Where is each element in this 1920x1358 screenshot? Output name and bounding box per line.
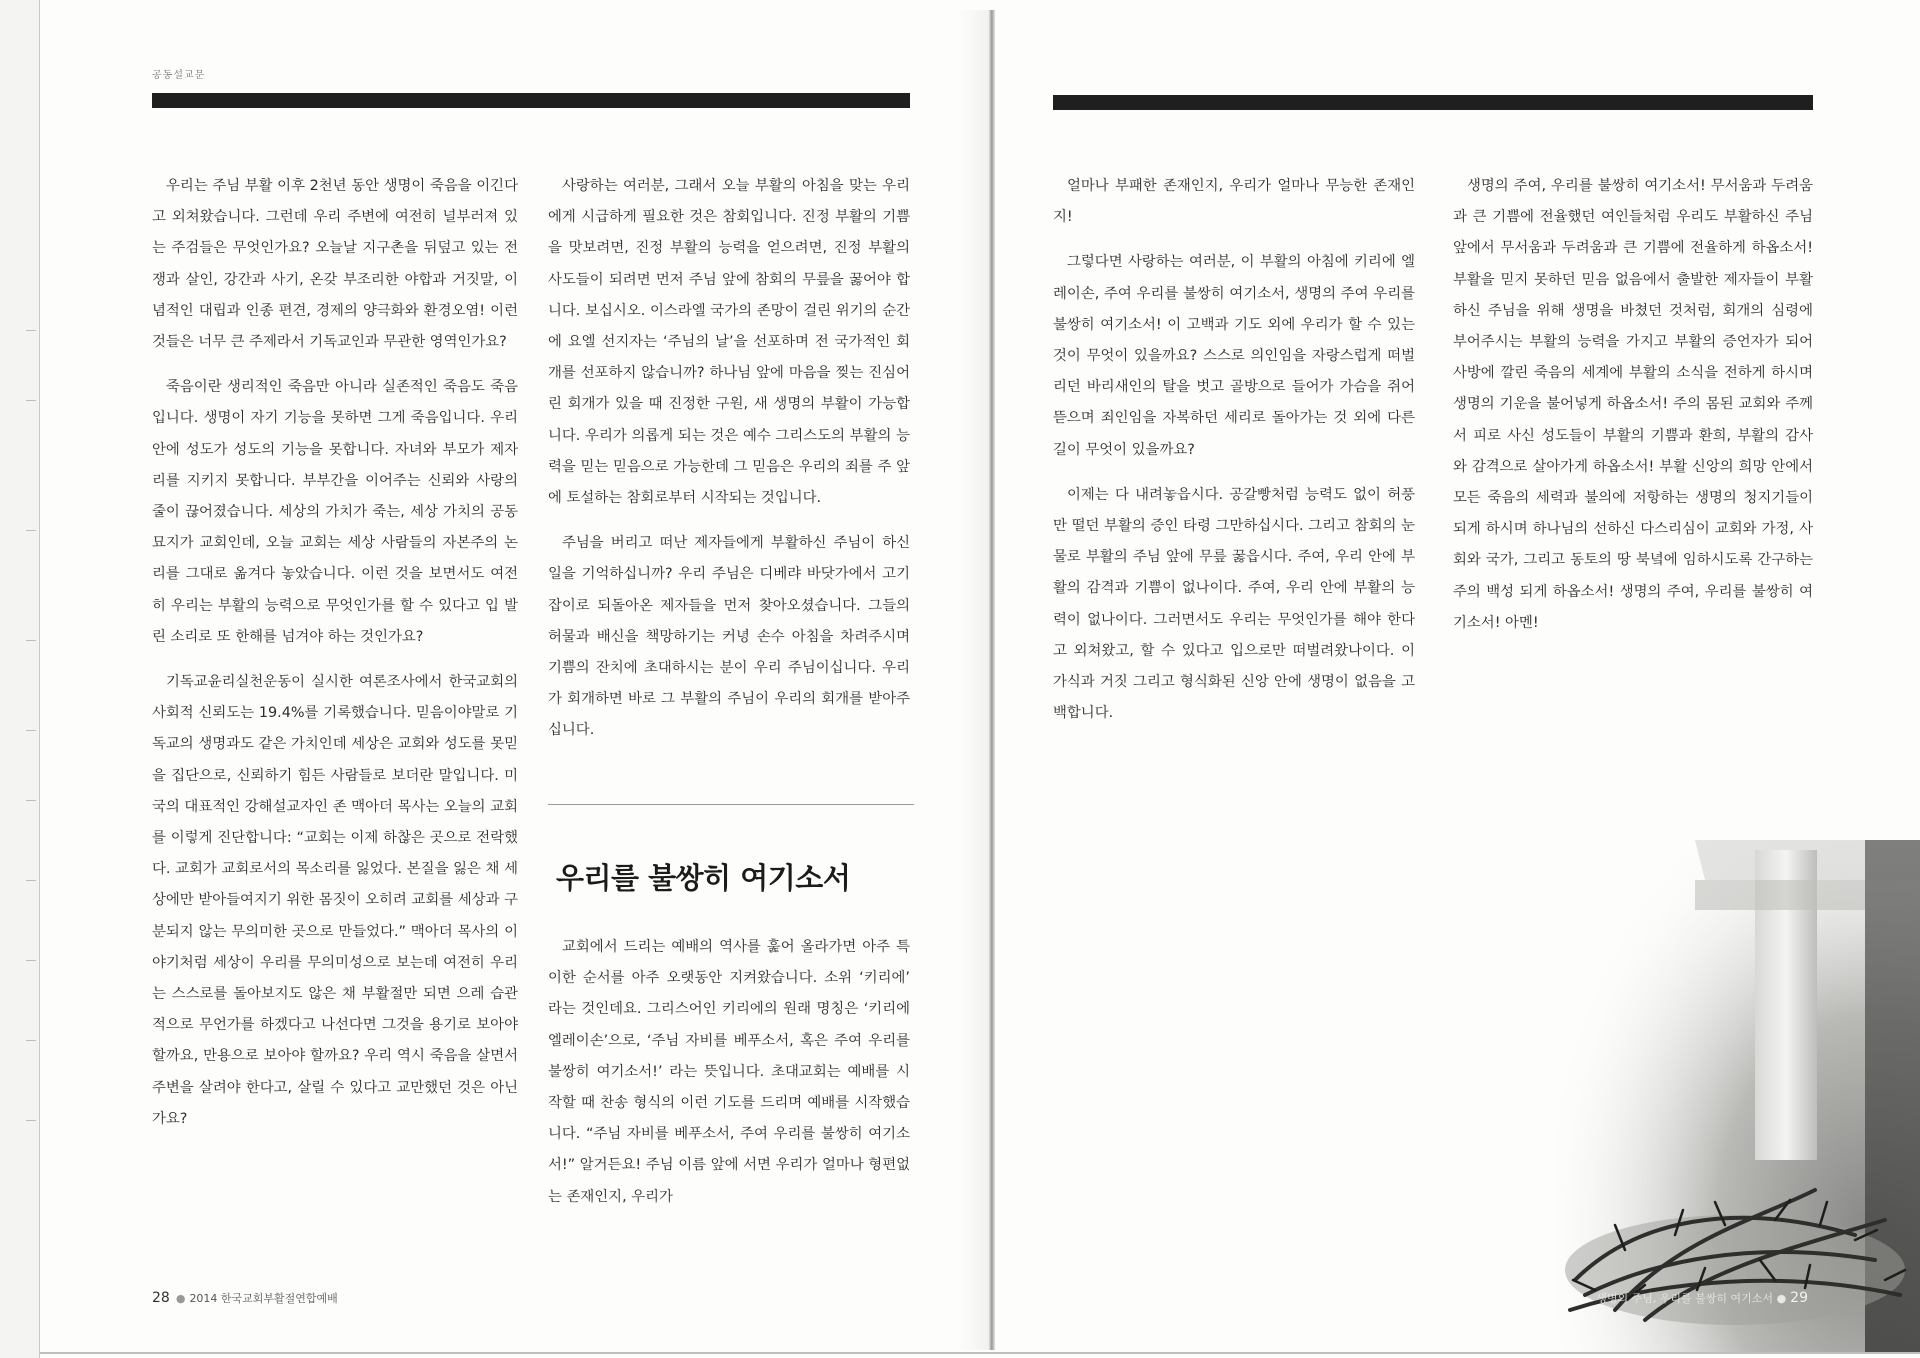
section-divider [548,804,914,805]
page-footer-right [1596,1290,1808,1306]
text-column-1 [152,171,518,1149]
edge-mark [26,730,36,731]
cross-and-thorns-image [1555,840,1920,1352]
edge-mark [26,800,36,801]
running-head: 공동설교문 [152,70,206,81]
crown-of-thorns-photo [1555,840,1920,1352]
edge-mark [26,400,36,401]
paragraph: 교회에서 드리는 예배의 역사를 훑어 올라가면 아주 특이한 순서를 아주 오랫동안 지켜왔습니다. 소위 ‘키리에’ 라는 것인데요. 그리스어인 키리에의 원래 명칭은 ‘키리에 엘레이손’으로, ‘주님 자비를 베푸소서, 혹은 주여 우리를 불쌍히 여기소서!’ 라는 뜻입니다. 초대교회는 예배를 시작할 때 찬송 형식의 이런 기도를 드리며 예배를 시작했습니다. “주님 자비를 베푸소서, 주여 우리를 불쌍히 여기소서!” 알거든요! 주님 이름 앞에 서면 우리가 얼마나 형편없는 존재인지, 우리가 [548,939,910,1205]
bullet-icon: ● [175,1292,186,1305]
page-number: 29 [1790,1290,1808,1306]
paragraph: 기독교윤리실천운동이 실시한 여론조사에서 한국교회의 사회적 신뢰도는 19.4%를 기록했습니다. 믿음이야말로 기독교의 생명과도 같은 가치인데 세상은 교회와 성도를 못믿을 집단으로, 신뢰하기 힘든 사람들로 보더란 말입니다. 미국의 대표적인 강해설교자인 존 맥아더 목사는 오늘의 교회를 이렇게 진단합니다: “교회는 이제 하찮은 곳으로 전락했다. 교회가 교회로서의 목소리를 잃었다. 본질을 잃은 채 세상에만 받아들여지기 위한 몸짓이 오히려 교회를 세상과 구분되지 않는 무의미한 곳으로 만들었다.” 맥아더 목사의 이야기처럼 세상이 우리를 무의미성으로 보는데 여전히 우리는 스스로를 돌아보지도 않은 채 부활절만 되면 으레 습관적으로 무언가를 하겠다고 나선다면 그것을 용기로 보아야 할까요, 만용으로 보아야 할까요? 우리 역시 죽음을 살면서 주변을 살려야 한다고, 살릴 수 있다고 교만했던 것은 아닌가요? [152,674,518,1127]
article-title-footer: 생명의 주님, 우리를 불쌍히 여기소서 [1596,1292,1774,1305]
edge-mark [26,330,36,331]
page-edge [0,0,40,1358]
text-column-2-continued [548,932,910,1227]
edge-mark [26,640,36,641]
bottom-edge [40,1352,1920,1354]
book-spine [989,10,995,1350]
section-heading: 우리를 불쌍히 여기소서 [556,861,851,895]
paragraph: 주님을 버리고 떠난 제자들에게 부활하신 주님이 하신 일을 기억하십니까? 우리 주님은 디베랴 바닷가에서 고기잡이로 되돌아온 제자들을 먼저 찾아오셨습니다. 그들의 허물과 배신을 책망하기는 커녕 손수 아침을 차려주시며 기쁨의 잔치에 초대하시는 분이 우리 주님이십니다. 우리가 회개하면 바로 그 부활의 주님이 우리의 회개를 받아주십니다. [548,535,910,739]
paragraph: 이제는 다 내려놓읍시다. 공갈빵처럼 능력도 없이 허풍만 떨던 부활의 증인 타령 그만하십시다. 그리고 참회의 눈물로 부활의 주님 앞에 무릎 꿇읍시다. 주여, 우리 안에 부활의 감격과 기쁨이 없나이다. 주여, 우리 안에 부활의 능력이 없나이다. 그러면서도 우리는 무엇인가를 해야 한다고 외쳐왔고, 할 수 있다고 입으로만 떠벌려왔나이다. 이 가식과 거짓 그리고 형식화된 신앙 안에 생명이 없음을 고백합니다. [1053,486,1415,722]
text-column-2 [548,171,910,761]
text-column-3 [1053,171,1415,743]
header-bar-left [152,93,910,108]
page-number: 28 [152,1290,170,1306]
edge-mark [26,880,36,881]
edge-mark [26,1120,36,1121]
publication-title: 2014 한국교회부활절연합예배 [189,1292,338,1305]
text-column-4 [1453,171,1813,653]
page-footer-left [152,1290,338,1306]
paragraph: 사랑하는 여러분, 그래서 오늘 부활의 아침을 맞는 우리에게 시급하게 필요한 것은 참회입니다. 진정 부활의 기쁨을 맛보려면, 진정 부활의 능력을 얻으려면, 진정 부활의 사도들이 되려면 먼저 주님 앞에 참회의 무릎을 꿇어야 합니다. 보십시오. 이스라엘 국가의 존망이 걸린 위기의 순간에 요엘 선지자는 ‘주님의 날’을 선포하며 전 국가적인 회개를 선포하지 않습니까? 하나님 앞에 마음을 찢는 진심어린 회개가 있을 때 진정한 구원, 새 생명의 부활이 가능합니다. 우리가 의롭게 되는 것은 예수 그리스도의 부활의 능력을 믿는 믿음으로 가능한데 그 믿음은 우리의 죄를 주 앞에 토설하는 참회로부터 시작되는 것입니다. [548,178,910,507]
paragraph: 생명의 주여, 우리를 불쌍히 여기소서! 무서움과 두려움과 큰 기쁨에 전율했던 여인들처럼 우리도 부활하신 주님 앞에서 무서움과 두려움과 큰 기쁨에 전율하게 하옵소서! 부활을 믿지 못하던 믿음 없음에서 출발한 제자들이 부활하신 주님을 위해 생명을 바쳤던 것처럼, 회개의 심령에 부어주시는 부활의 능력을 가지고 부활의 증언자가 되어 사방에 깔린 죽음의 세계에 부활의 소식을 전하게 하시며 생명의 기운을 불어넣게 하옵소서! 주의 몸된 교회와 주께서 피로 사신 성도들이 부활의 기쁨과 환희, 부활의 감사와 감격으로 살아가게 하옵소서! 부활 신앙의 희망 안에서 모든 죽음의 세력과 불의에 저항하는 생명의 청지기들이 되게 하시며 하나님의 선하신 다스리심이 교회와 가정, 사회와 국가, 그리고 동토의 땅 북녘에 임하시도록 간구하는 주의 백성 되게 하옵소서! 생명의 주여, 우리를 불쌍히 여기소서! 아멘! [1453,178,1813,631]
paragraph: 우리는 주님 부활 이후 2천년 동안 생명이 죽음을 이긴다고 외쳐왔습니다. 그런데 우리 주변에 여전히 널부러져 있는 주검들은 무엇인가요? 오늘날 지구촌을 뒤덮고 있는 전쟁과 살인, 강간과 사기, 온갖 부조리한 야합과 거짓말, 이념적인 대립과 인종 편견, 경제의 양극화와 환경오염! 이런 것들은 너무 큰 주제라서 기독교인과 무관한 영역인가요? [152,178,518,351]
paragraph: 죽음이란 생리적인 죽음만 아니라 실존적인 죽음도 죽음입니다. 생명이 자기 기능을 못하면 그게 죽음입니다. 우리 안에 성도가 성도의 기능을 못합니다. 자녀와 부모가 제자리를 지키지 못합니다. 부부간을 이어주는 신뢰와 사랑의 줄이 끊어졌습니다. 세상의 가치가 죽는, 세상 가치의 공동묘지가 교회인데, 오늘 교회는 세상 사람들의 자본주의 논리를 그대로 옮겨다 놓았습니다. 이런 것을 보면서도 여전히 우리는 부활의 능력으로 무엇인가를 할 수 있다고 입 발린 소리로 또 한해를 넘겨야 하는 것인가요? [152,379,518,645]
spine-shadow [960,10,990,1350]
header-bar-right [1053,95,1813,110]
bullet-icon: ● [1776,1292,1787,1305]
edge-mark [26,1040,36,1041]
edge-mark [26,960,36,961]
paragraph: 얼마나 부패한 존재인지, 우리가 얼마나 무능한 존재인지! [1053,178,1415,226]
edge-mark [26,530,36,531]
paragraph: 그렇다면 사랑하는 여러분, 이 부활의 아침에 키리에 엘레이손, 주여 우리를 불쌍히 여기소서, 생명의 주여 우리를 불쌍히 여기소서! 이 고백과 기도 외에 우리가 할 수 있는 것이 무엇이 있을까요? 스스로 의인임을 자랑스럽게 떠벌리던 바리새인의 탈을 벗고 골방으로 들어가 가슴을 쥐어뜯으며 죄인임을 자복하던 세리로 돌아가는 것 외에 다른 길이 무엇이 있을까요? [1053,254,1415,458]
